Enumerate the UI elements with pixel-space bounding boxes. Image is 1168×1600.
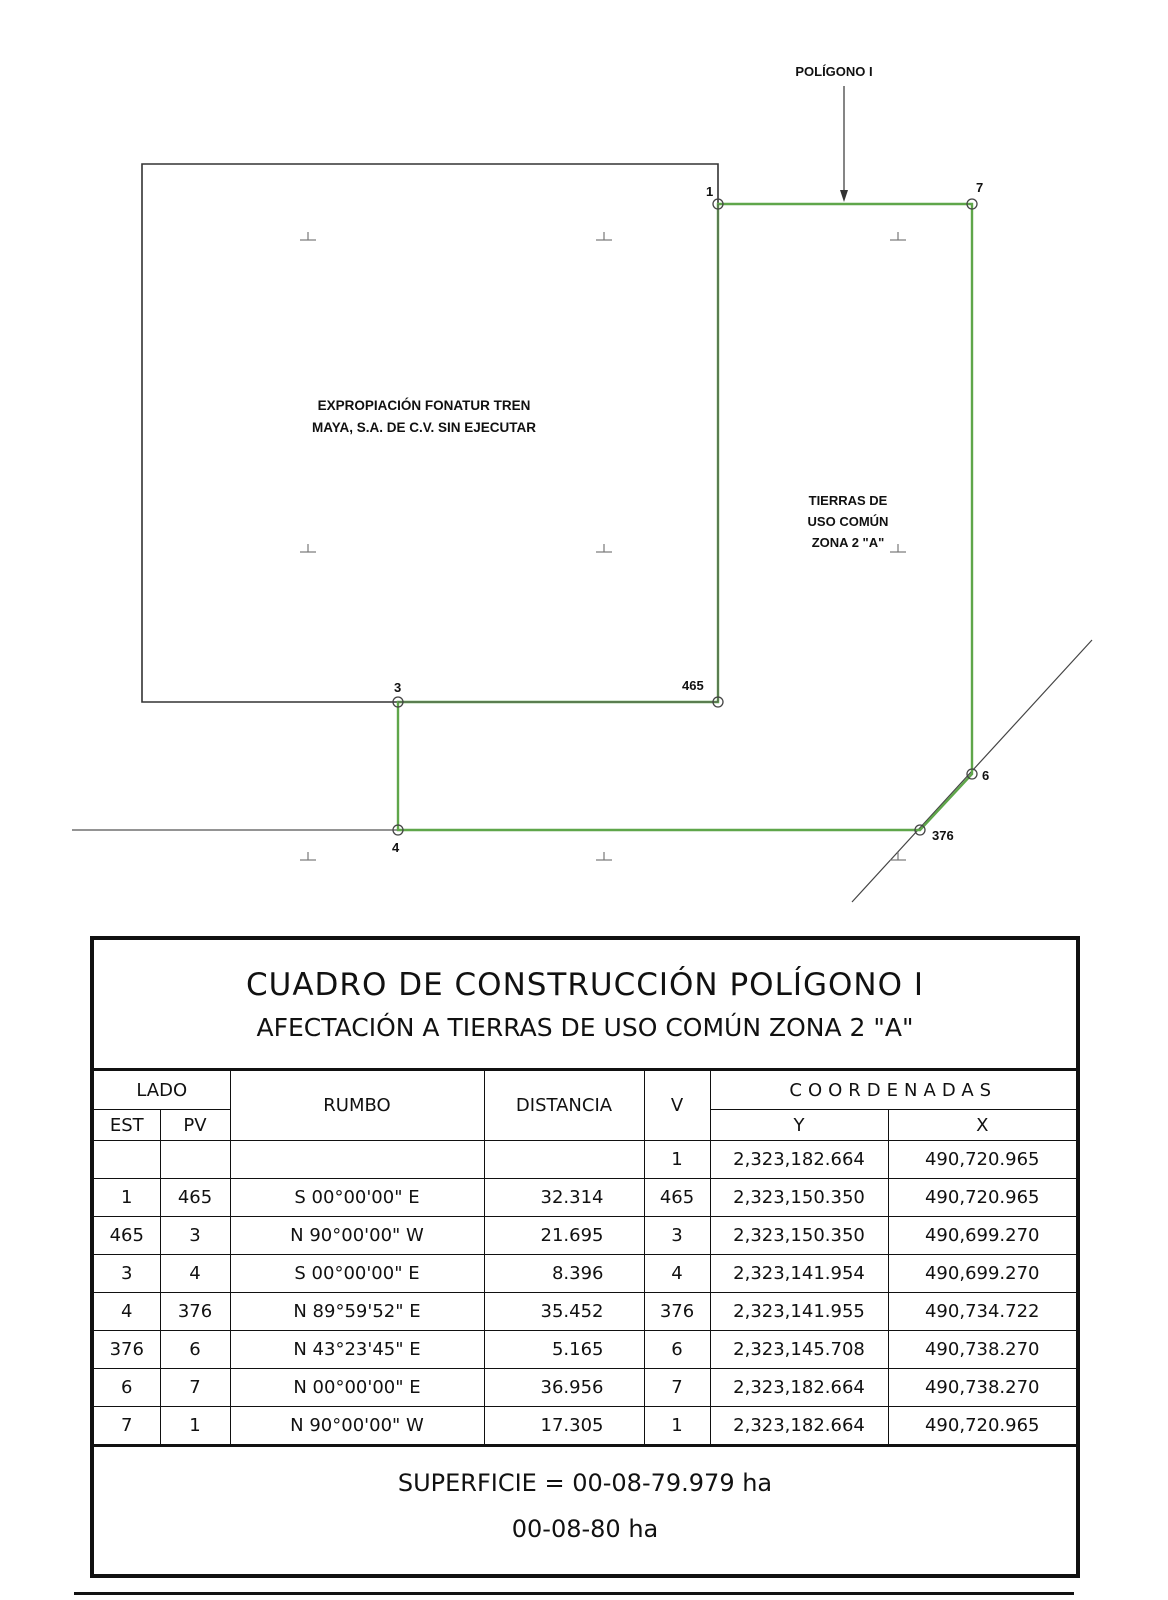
cell-pv: 465 xyxy=(160,1179,230,1217)
table-row xyxy=(94,1217,1076,1255)
cell-v: 7 xyxy=(644,1369,710,1407)
table-title: CUADRO DE CONSTRUCCIÓN POLÍGONO I xyxy=(246,966,924,1003)
table-row xyxy=(94,1255,1076,1293)
cell-y: 2,323,150.350 xyxy=(710,1179,888,1217)
arrow-head xyxy=(840,190,848,202)
table-row xyxy=(94,1179,1076,1217)
cell-distancia: 21.695 xyxy=(484,1217,644,1255)
expropiacion-label-1: EXPROPIACIÓN FONATUR TREN xyxy=(317,398,531,413)
table-row xyxy=(94,1369,1076,1407)
cell-pv: 376 xyxy=(160,1293,230,1331)
cell-v: 6 xyxy=(644,1331,710,1369)
construction-grid xyxy=(94,1071,1076,1447)
header-rumbo: RUMBO xyxy=(230,1071,484,1141)
header-coordenadas: COORDENADAS xyxy=(710,1071,1076,1110)
cell-y: 2,323,150.350 xyxy=(710,1217,888,1255)
table-row xyxy=(94,1141,1076,1179)
cell-v: 1 xyxy=(644,1141,710,1179)
header-distancia: DISTANCIA xyxy=(484,1071,644,1141)
cell-distancia: 5.165 xyxy=(484,1331,644,1369)
cell-pv: 1 xyxy=(160,1407,230,1446)
vertex-label-7: 7 xyxy=(976,180,984,195)
header-v: V xyxy=(644,1071,710,1141)
construction-table xyxy=(90,936,1080,1578)
cell-y: 2,323,182.664 xyxy=(710,1141,888,1179)
vertex-label-3: 3 xyxy=(394,680,402,695)
cell-rumbo: N 90°00'00" W xyxy=(230,1217,484,1255)
cell-y: 2,323,141.955 xyxy=(710,1293,888,1331)
cell-est: 4 xyxy=(94,1293,160,1331)
header-lado: LADO xyxy=(94,1071,230,1110)
tierras-label-3: ZONA 2 "A" xyxy=(811,535,885,550)
tierras-label-1: TIERRAS DE xyxy=(808,493,888,508)
cell-distancia: 17.305 xyxy=(484,1407,644,1446)
cell-distancia: 36.956 xyxy=(484,1369,644,1407)
expropiacion-label-2: MAYA, S.A. DE C.V. SIN EJECUTAR xyxy=(311,420,537,435)
cell-y: 2,323,145.708 xyxy=(710,1331,888,1369)
header-est: EST xyxy=(94,1110,160,1141)
cell-pv: 4 xyxy=(160,1255,230,1293)
cell-pv: 7 xyxy=(160,1369,230,1407)
header-pv: PV xyxy=(160,1110,230,1141)
cell-est: 465 xyxy=(94,1217,160,1255)
vertex-label-465: 465 xyxy=(682,678,704,693)
cell-x: 490,720.965 xyxy=(888,1179,1076,1217)
cell-v: 3 xyxy=(644,1217,710,1255)
cell-x: 490,699.270 xyxy=(888,1255,1076,1293)
table-row xyxy=(94,1407,1076,1446)
cell-pv: 3 xyxy=(160,1217,230,1255)
cell-est: 6 xyxy=(94,1369,160,1407)
cell-x: 490,738.270 xyxy=(888,1331,1076,1369)
cell-pv: 6 xyxy=(160,1331,230,1369)
cell-v: 1 xyxy=(644,1407,710,1446)
cell-est: 7 xyxy=(94,1407,160,1446)
cell-est: 376 xyxy=(94,1331,160,1369)
cell-rumbo: N 43°23'45" E xyxy=(230,1331,484,1369)
cell-x: 490,738.270 xyxy=(888,1369,1076,1407)
header-y: Y xyxy=(710,1110,888,1141)
cell-pv xyxy=(160,1141,230,1179)
cell-x: 490,699.270 xyxy=(888,1217,1076,1255)
cell-distancia: 32.314 xyxy=(484,1179,644,1217)
cell-x: 490,720.965 xyxy=(888,1407,1076,1446)
table-subtitle: AFECTACIÓN A TIERRAS DE USO COMÚN ZONA 2 "A" xyxy=(256,1012,914,1042)
cell-v: 465 xyxy=(644,1179,710,1217)
superficie-value: SUPERFICIE = 00-08-79.979 ha xyxy=(397,1469,773,1497)
cell-v: 376 xyxy=(644,1293,710,1331)
bottom-rule xyxy=(74,1592,1074,1595)
cell-rumbo: S 00°00'00" E xyxy=(230,1179,484,1217)
cell-rumbo: N 90°00'00" W xyxy=(230,1407,484,1446)
header-x: X xyxy=(888,1110,1076,1141)
polygon-label: POLÍGONO I xyxy=(795,64,873,79)
cell-est: 3 xyxy=(94,1255,160,1293)
cell-distancia: 35.452 xyxy=(484,1293,644,1331)
vertex-label-1: 1 xyxy=(706,184,714,199)
tierras-label-2: USO COMÚN xyxy=(807,514,889,529)
table-footer xyxy=(94,1469,1076,1543)
cell-x: 490,720.965 xyxy=(888,1141,1076,1179)
table-row xyxy=(94,1293,1076,1331)
table-row xyxy=(94,1331,1076,1369)
cell-y: 2,323,182.664 xyxy=(710,1369,888,1407)
cell-rumbo: N 89°59'52" E xyxy=(230,1293,484,1331)
cell-y: 2,323,141.954 xyxy=(710,1255,888,1293)
cell-x: 490,734.722 xyxy=(888,1293,1076,1331)
cell-rumbo xyxy=(230,1141,484,1179)
cell-y: 2,323,182.664 xyxy=(710,1407,888,1446)
cell-distancia: 8.396 xyxy=(484,1255,644,1293)
cell-est: 1 xyxy=(94,1179,160,1217)
cell-rumbo: S 00°00'00" E xyxy=(230,1255,484,1293)
superficie-rounded: 00-08-80 ha xyxy=(511,1515,659,1543)
vertex-label-4: 4 xyxy=(392,840,400,855)
vertex-label-376: 376 xyxy=(932,828,954,843)
cell-distancia xyxy=(484,1141,644,1179)
cell-est xyxy=(94,1141,160,1179)
table-title-block xyxy=(94,940,1076,1071)
cell-v: 4 xyxy=(644,1255,710,1293)
vertex-label-6: 6 xyxy=(982,768,990,783)
cell-rumbo: N 00°00'00" E xyxy=(230,1369,484,1407)
vertex-markers xyxy=(393,199,977,835)
